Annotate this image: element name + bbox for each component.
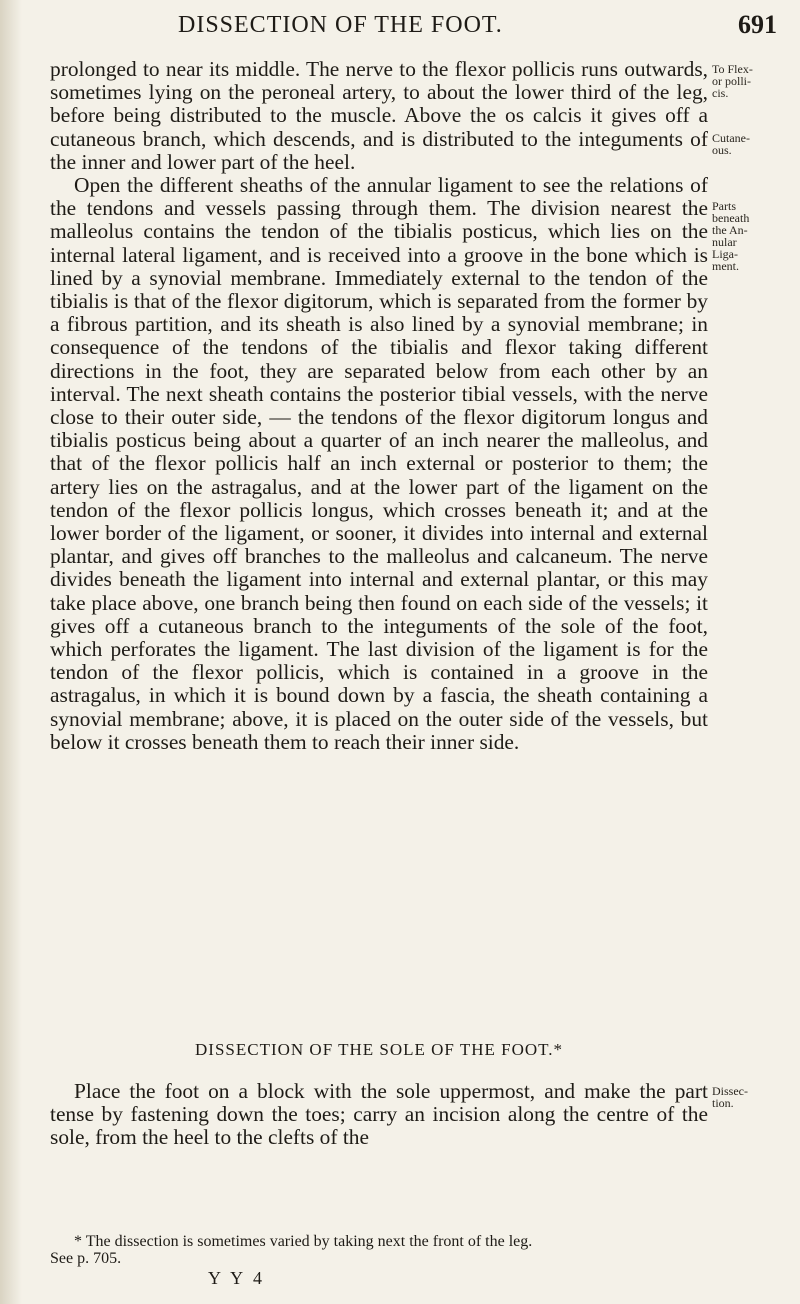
marginal-note-line: To Flex- [712,62,753,76]
footnote-reference: See p. 705. [50,1250,122,1267]
paragraph: Open the different sheaths of the annular ligament to see the relations of the tendons and vessels passing through them. The division nearest the malleolus contains the tendon of the tibialis posticus, which lies on the internal lateral ligament, and is received into a groove in the bone which is lined by a synovial membrane. Immediately external to the tendon of the tibialis is that of the flexor digitorum, which is separated from the former by a fibrous partition, and its sheath is also lined by a synovial membrane; in consequence of the tendons of the tibialis and flexor taking different directions in the foot, they are separated below from each other by an interval. The next sheath contains the posterior tibial vessels, with the nerve close to their outer side, — the tendons of the flexor digitorum longus and tibialis posticus being about a quarter of an inch nearer the malleolus, and that of the flexor pollicis half an inch external or posterior to them; the artery lies on the astragalus, and at the lower part of the ligament on the tendon of the flexor pollicis longus, which crosses beneath it; and at the lower border of the ligament, or sooner, it divides into internal and external plantar, and gives off branches to the malleolus and calcaneum. The nerve divides beneath the ligament into internal and external plantar, or this may take place above, one branch being then found on each side of the vessels; it gives off a cutaneous branch to the integuments of the sole of the foot, which perforates the ligament. The last division of the ligament is for the tendon of the flexor pollicis, which is contained in a groove in the astragalus, in which it is bound down by a fascia, the sheath containing a synovial membrane; above, it is placed on the outer side of the vessels, but below it crosses beneath them to reach their inner side. [50,173,708,754]
marginal-note-parts-beneath [712,200,796,272]
running-head [0,6,800,46]
paragraph: prolonged to near its middle. The nerve to the flexor pollicis runs outwards, sometimes lying on the peroneal artery, to about the lower third of the leg, before being distributed to the muscle. Above the os calcis it gives off a cutaneous branch, which descends, and is distributed to the integuments of the inner and lower part of the heel. [50,57,708,174]
marginal-note-line: ous. [712,143,732,157]
signature-mark: Y Y 4 [208,1268,265,1288]
footnote [50,1233,730,1267]
marginal-note-line: ment. [712,259,739,273]
marginal-note-line: tion. [712,1096,734,1110]
marginal-note-line: Dissec- [712,1084,748,1098]
footnote-text: * The dissection is sometimes varied by taking next the front of the leg. [74,1233,533,1250]
marginal-note-dissection [712,1085,796,1109]
marginal-note-line: the An- [712,223,748,237]
page-number: 691 [738,10,777,39]
section-heading: DISSECTION OF THE SOLE OF THE FOOT.* [195,1040,563,1059]
marginal-note-line: Liga- [712,247,738,261]
marginal-note-line: or polli- [712,74,751,88]
marginal-note-line: Parts [712,199,736,213]
marginal-note-cutaneous [712,132,796,156]
marginal-note-line: nular [712,235,737,249]
marginal-note-line: cis. [712,86,729,100]
marginal-note-line: beneath [712,211,750,225]
paragraph: Place the foot on a block with the sole uppermost, and make the part tense by fastening down the toes; carry an incision along the centre of the sole, from the heel to the clefts of the [50,1079,708,1150]
binding-gutter-shadow [0,0,22,1304]
marginal-note-line: Cutane- [712,131,750,145]
section-text [50,1080,708,1150]
main-text [50,58,708,754]
marginal-note-flexor [712,63,796,99]
running-title: DISSECTION OF THE FOOT. [178,12,503,38]
